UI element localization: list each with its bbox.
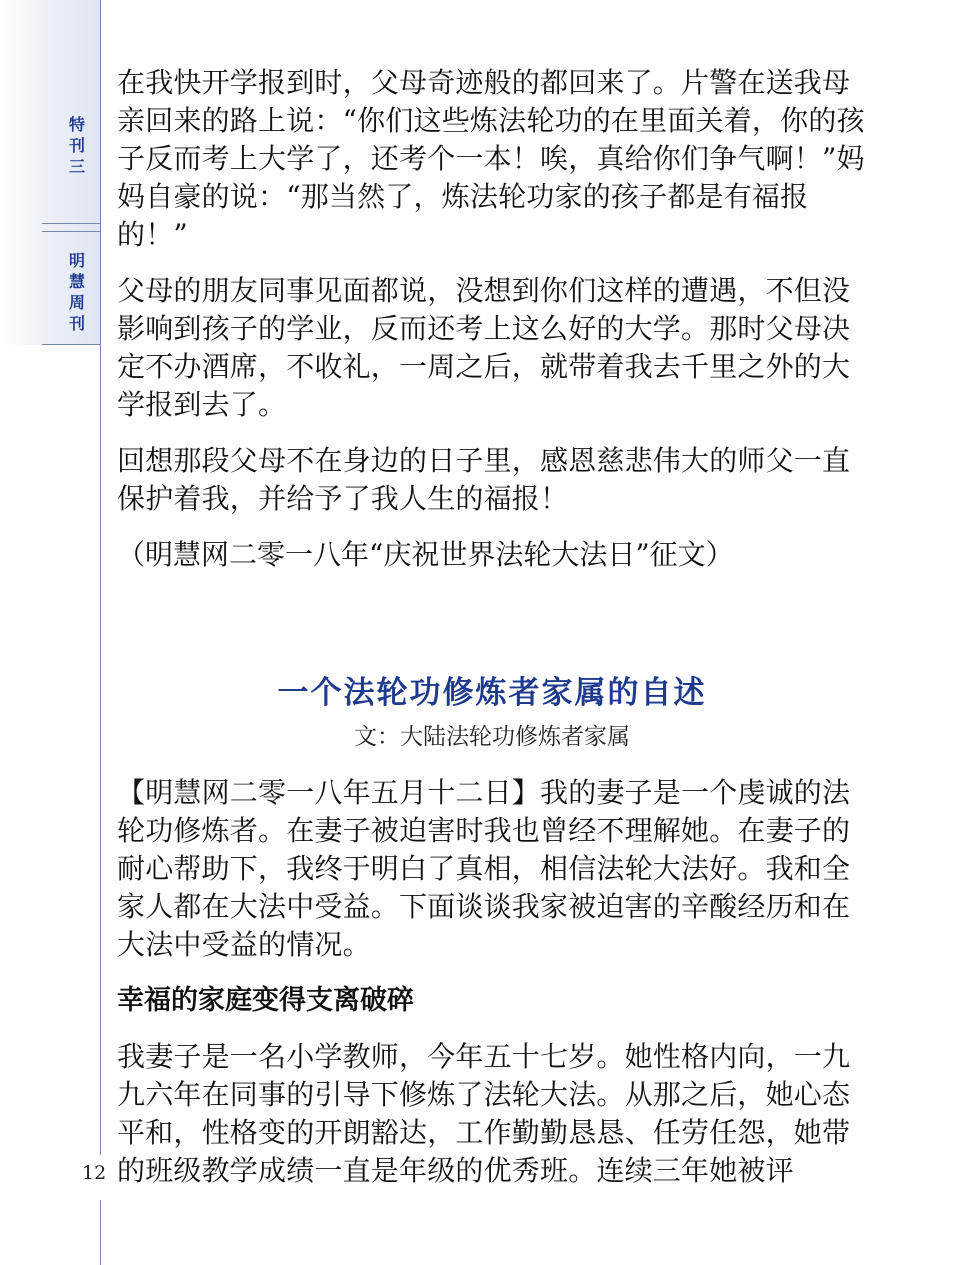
sidebar-divider-lower (42, 231, 101, 232)
section-paragraph: 我妻子是一名小学教师，今年五十七岁。她性格内向，一九九六年在同事的引导下修炼了法轮大法。从那之后，她心态平和，性格变的开朗豁达，工作勤勤恳恳、任劳任怨，她带的班级教学成绩一直是年级的优秀班。连续三年她被评 (117, 1040, 851, 1187)
page-number: 12 (82, 1162, 107, 1184)
sidebar-divider-upper (42, 223, 101, 224)
margin-rule-bottom (100, 1200, 101, 1265)
margin-rule-top (100, 0, 101, 1155)
sidebar-publication-label: 明 慧 周 刊 (68, 251, 85, 333)
sidebar-divider-bottom (42, 344, 101, 345)
previous-article-paragraph: 在我快开学报到时，父母奇迹般的都回来了。片警在送我母亲回来的路上说：“你们这些炼法轮功的在里面关着，你的孩子反而考上大学了，还考个一本！唉，真给你们争气啊！”妈妈自豪的说：“那当然了，炼法轮功家的孩子都是有福报的！” (117, 66, 865, 251)
sidebar-issue-label: 特 刊 三 (68, 115, 85, 176)
previous-article-caption: （明慧网二零一八年“庆祝世界法轮大法日”征文） (117, 538, 734, 571)
section-heading: 幸福的家庭变得支离破碎 (117, 985, 414, 1016)
article-byline: 文：大陆法轮功修炼者家属 (354, 724, 630, 750)
article-title: 一个法轮功修炼者家属的自述 (277, 675, 707, 711)
previous-article-paragraph: 父母的朋友同事见面都说，没想到你们这样的遭遇，不但没影响到孩子的学业，反而还考上这么好的大学。那时父母决定不办酒席，不收礼，一周之后，就带着我去千里之外的大学报到去了。 (117, 274, 851, 421)
page-content (117, 64, 867, 1208)
article-intro: 【明慧网二零一八年五月十二日】我的妻子是一个虔诚的法轮功修炼者。在妻子被迫害时我也曾经不理解她。在妻子的耐心帮助下，我终于明白了真相，相信法轮大法好。我和全家人都在大法中受益。下面谈谈我家被迫害的辛酸经历和在大法中受益的情况。 (117, 776, 851, 961)
previous-article-paragraph: 回想那段父母不在身边的日子里，感恩慈悲伟大的师父一直保护着我，并给予了我人生的福报！ (117, 444, 851, 515)
